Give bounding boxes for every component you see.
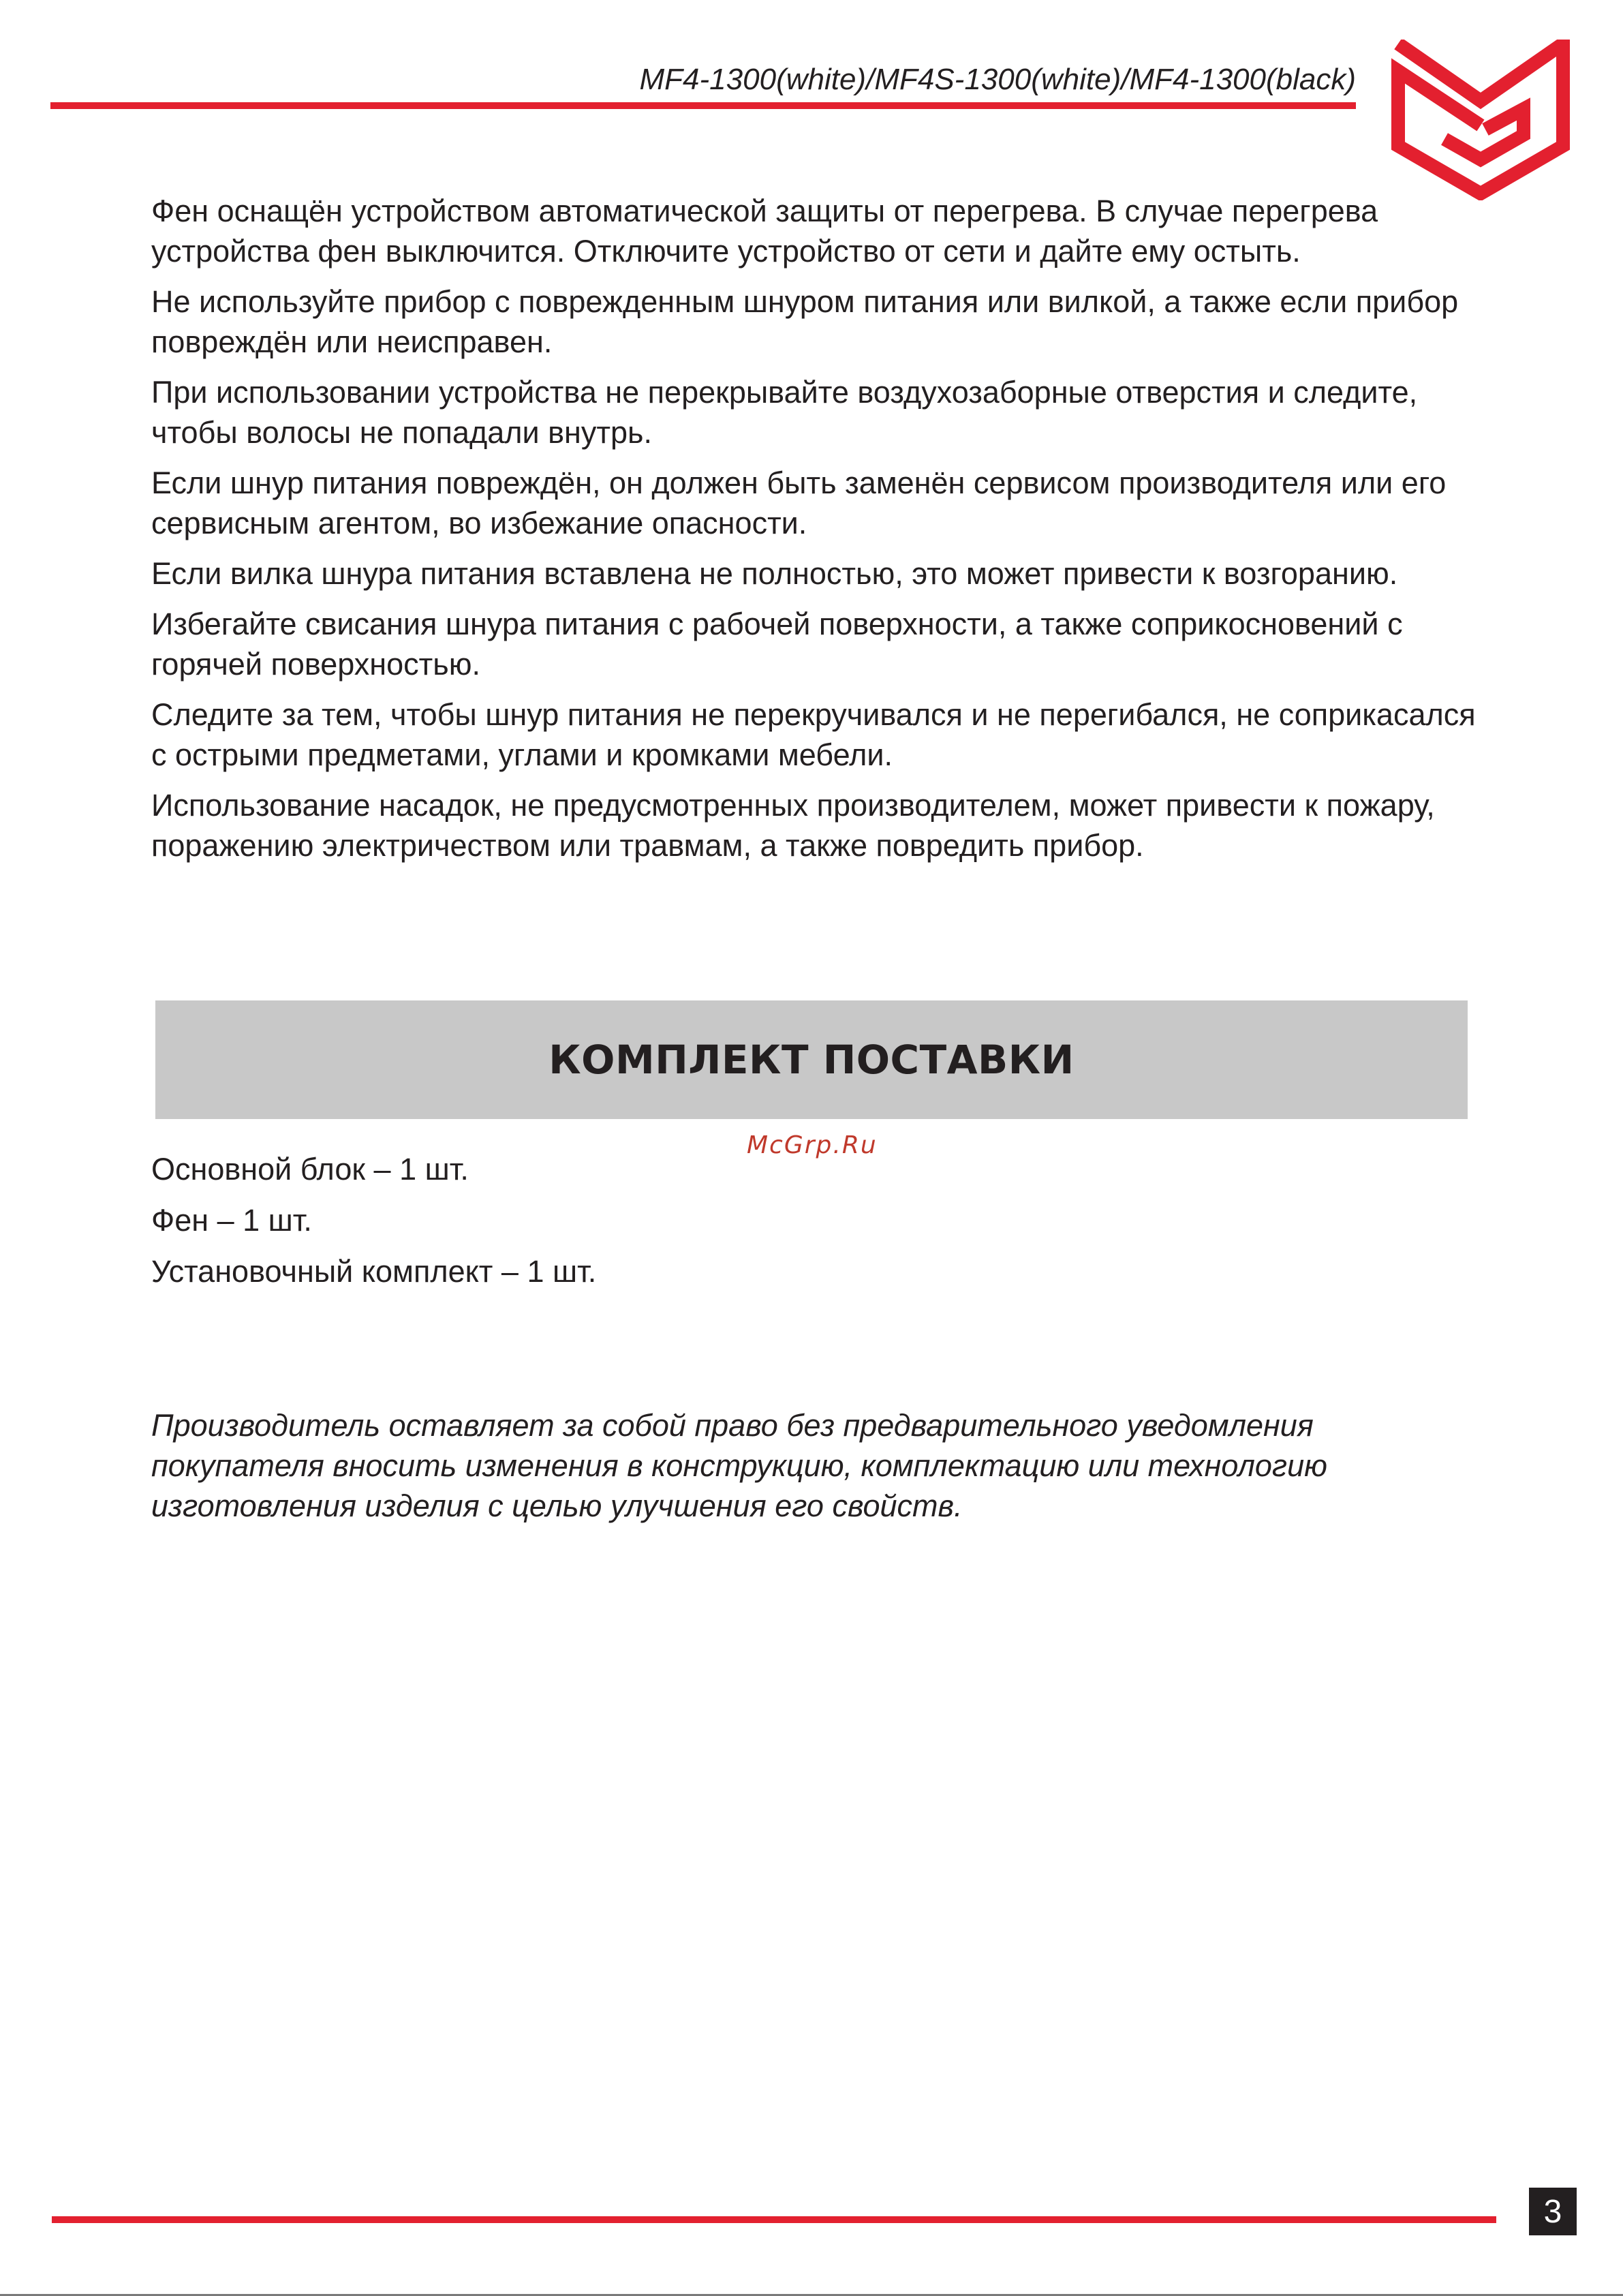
safety-instructions bbox=[151, 191, 1480, 876]
paragraph: Если вилка шнура питания вставлена не полностью, это может привести к возгоранию. bbox=[151, 556, 1398, 591]
paragraph: Не используйте прибор с поврежденным шнуром питания или вилкой, а также если прибор повреждён или неисправен. bbox=[151, 284, 1459, 359]
header-rule bbox=[50, 102, 1356, 109]
section-banner bbox=[155, 1000, 1468, 1119]
paragraph: Следите за тем, чтобы шнур питания не перекручивался и не перегибался, не соприкасался с острыми предметами, углами и кромками мебели. bbox=[151, 697, 1476, 772]
paragraph: Если шнур питания повреждён, он должен быть заменён сервисом производителя или его сервисным агентом, во избежание опасности. bbox=[151, 465, 1447, 540]
brand-logo-icon bbox=[1390, 40, 1571, 200]
header-model-line: MF4-1300(white)/MF4S-1300(white)/MF4-1300(black) bbox=[639, 63, 1356, 96]
page-number: 3 bbox=[1529, 2188, 1577, 2235]
list-item: Основной блок – 1 шт. bbox=[151, 1152, 469, 1187]
disclaimer: Производитель оставляет за собой право без предварительного уведомления покупателя вносить изменения в конструкцию, комплектацию или технологию изготовления изделия с целью улучшения его свойств. bbox=[151, 1408, 1327, 1523]
list-item: Установочный комплект – 1 шт. bbox=[151, 1254, 597, 1289]
list-item: Фен – 1 шт. bbox=[151, 1203, 312, 1238]
watermark: McGrp.Ru bbox=[747, 1131, 878, 1159]
paragraph: При использовании устройства не перекрывайте воздухозаборные отверстия и следите, чтобы волосы не попадали внутрь. bbox=[151, 375, 1418, 450]
paragraph: Фен оснащён устройством автоматической защиты от перегрева. В случае перегрева устройства фен выключится. Отключите устройство от сети и дайте ему остыть. bbox=[151, 194, 1378, 269]
kit-list bbox=[151, 1149, 596, 1302]
paragraph: Избегайте свисания шнура питания с рабочей поверхности, а также соприкосновений с горячей поверхностью. bbox=[151, 607, 1403, 682]
paragraph: Использование насадок, не предусмотренных производителем, может привести к пожару, поражению электричеством или травмам, а также повредить прибор. bbox=[151, 788, 1435, 863]
section-title: КОМПЛЕКТ ПОСТАВКИ bbox=[548, 1037, 1075, 1083]
footer-rule bbox=[52, 2216, 1496, 2223]
